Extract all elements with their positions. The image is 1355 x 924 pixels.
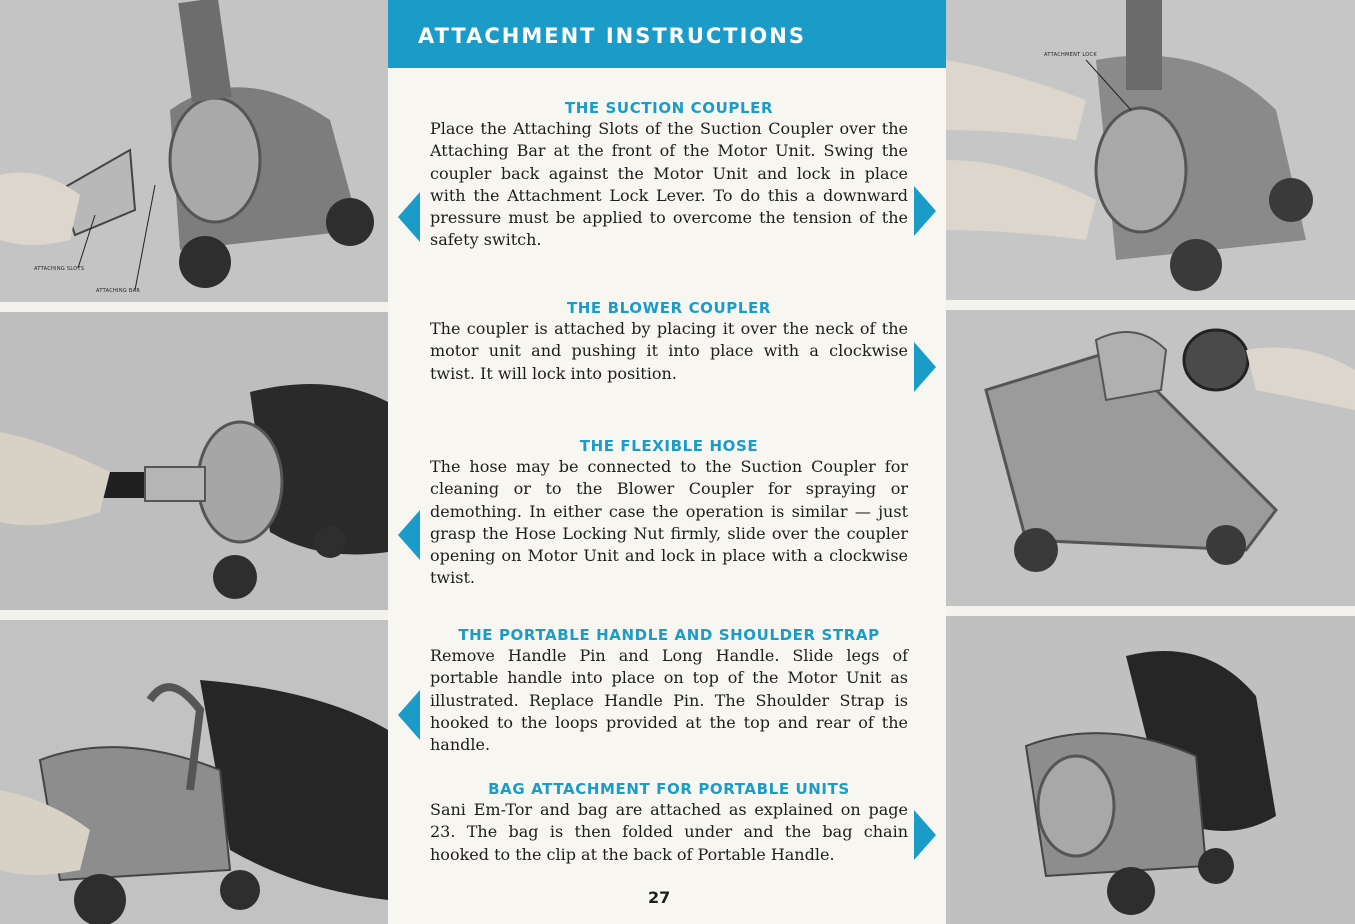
section-body: Sani Em-Tor and bag are attached as explained on page 23. The bag is then folded under and the bag chain hooked to the clip at the back of Portable Handle.	[430, 800, 908, 864]
vacuum-suction-coupler-illustration	[0, 0, 388, 302]
photo-bag-attachment	[946, 616, 1355, 924]
section-portable-handle	[430, 625, 908, 756]
label-attachment-lock: ATTACHMENT LOCK	[1044, 52, 1097, 58]
instruction-panel	[388, 0, 946, 924]
title-banner	[388, 0, 946, 68]
arrow-right-icon	[914, 186, 936, 236]
section-bag-attachment	[430, 779, 908, 866]
section-body: The coupler is attached by placing it over the neck of the motor unit and pushing it into place with a clockwise twist. It will lock into position.	[430, 319, 908, 383]
arrow-left-icon	[398, 690, 420, 740]
photo-blower-coupler	[946, 310, 1355, 606]
section-blower-coupler	[430, 298, 908, 385]
section-body: Place the Attaching Slots of the Suction Coupler over the Attaching Bar at the front of the Motor Unit. Swing the coupler back against the Motor Unit and lock in place with the Attachment Lock Lever. To do this a downward pressure must be applied to overcome the tension of the safety switch.	[430, 119, 908, 250]
vacuum-portable-handle-illustration	[0, 620, 388, 924]
arrow-left-icon	[398, 510, 420, 560]
page-title: ATTACHMENT INSTRUCTIONS	[418, 24, 806, 48]
photo-portable-handle	[0, 620, 388, 924]
vacuum-blower-coupler-illustration	[946, 310, 1355, 606]
section-suction-coupler	[430, 98, 908, 252]
section-heading: THE FLEXIBLE HOSE	[579, 437, 759, 455]
arrow-right-icon	[914, 342, 936, 392]
label-attaching-slots: ATTACHING SLOTS	[34, 266, 85, 272]
section-heading: THE PORTABLE HANDLE AND SHOULDER STRAP	[458, 626, 880, 644]
photo-attachment-lock	[946, 0, 1355, 300]
page-number: 27	[648, 888, 671, 907]
section-body: Remove Handle Pin and Long Handle. Slide legs of portable handle into place on top of the Motor Unit as illustrated. Replace Handle Pin. The Shoulder Strap is hooked to the loops provided at the top and rear of the handle.	[430, 646, 908, 755]
label-attaching-bar: ATTACHING BAR	[96, 288, 141, 294]
arrow-right-icon	[914, 810, 936, 860]
photo-flexible-hose	[0, 312, 388, 610]
vacuum-hose-illustration	[0, 312, 388, 610]
section-body: The hose may be connected to the Suction Coupler for cleaning or to the Blower Coupler for spraying or demothing. In either case the operation is similar — just grasp the Hose Locking Nut firmly, slide over the coupler opening on Motor Unit and lock in place with a clockwise twist.	[430, 457, 908, 588]
photo-suction-coupler	[0, 0, 388, 302]
section-heading: BAG ATTACHMENT FOR PORTABLE UNITS	[488, 780, 850, 798]
section-flexible-hose	[430, 436, 908, 590]
vacuum-attachment-lock-illustration	[946, 0, 1355, 300]
arrow-left-icon	[398, 192, 420, 242]
section-heading: THE BLOWER COUPLER	[566, 299, 772, 317]
section-heading: THE SUCTION COUPLER	[564, 99, 774, 117]
vacuum-bag-attachment-illustration	[946, 616, 1355, 924]
